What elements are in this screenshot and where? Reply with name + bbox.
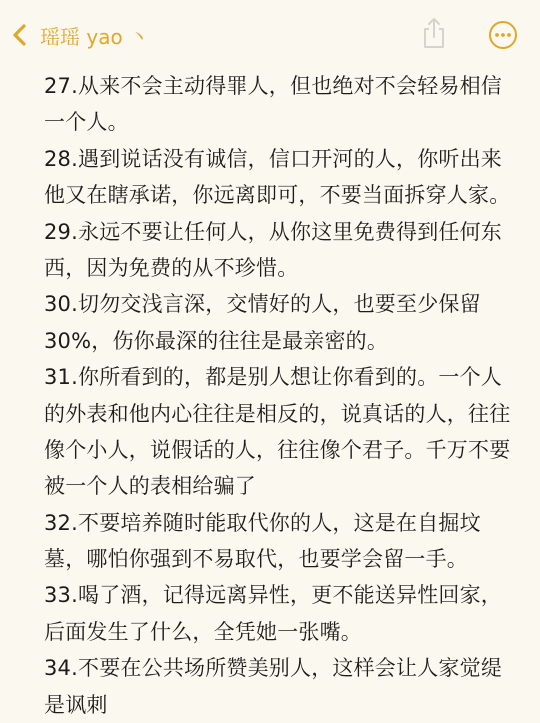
note-line: 被一个人的表相给骗了: [44, 474, 256, 499]
chevron-left-icon: [10, 23, 30, 47]
share-icon: [420, 35, 448, 54]
note-line: 31.你所看到的，都是别人想让你看到的。一个人: [44, 365, 502, 390]
share-button[interactable]: [420, 16, 448, 50]
note-line: 一个人。: [44, 110, 129, 135]
navigation-bar: [0, 0, 540, 66]
note-line: 的外表和他内心往往是相反的，说真话的人，往往: [44, 401, 511, 426]
note-line: 29.永远不要让任何人，从你这里免费得到任何东: [44, 219, 502, 244]
note-line: 32.不要培养随时能取代你的人，这是在自掘坟: [44, 510, 481, 535]
note-line: 他又在瞎承诺，你远离即可，不要当面拆穿人家。: [44, 183, 511, 208]
more-icon: [488, 35, 518, 54]
note-line: 西，因为免费的从不珍惜。: [44, 255, 299, 280]
note-line: 27.从来不会主动得罪人，但也绝对不会轻易相信: [44, 74, 502, 98]
more-options-button[interactable]: [488, 20, 518, 50]
note-line: 后面发生了什么，全凭她一张嘴。: [44, 619, 362, 644]
note-line: 30%，伤你最深的往往是最亲密的。: [44, 328, 389, 353]
back-label: 瑶瑶 yao 丶: [40, 24, 150, 49]
back-button[interactable]: [10, 20, 150, 50]
note-line: 是讽刺: [44, 692, 108, 717]
note-line: 33.喝了酒，记得远离异性，更不能送异性回家，: [44, 583, 502, 608]
note-line: 34.不要在公共场所赞美别人，这样会让人家觉缇: [44, 656, 502, 681]
note-line: 28.遇到说话没有诚信，信口开河的人，你听出来: [44, 146, 502, 171]
note-line: 墓，哪怕你强到不易取代，也要学会留一手。: [44, 547, 468, 572]
note-line: 像个小人，说假话的人，往往像个君子。千万不要: [44, 437, 511, 462]
note-body[interactable]: [44, 68, 511, 723]
note-line: 30.切勿交浅言深，交情好的人，也要至少保留: [44, 292, 481, 317]
